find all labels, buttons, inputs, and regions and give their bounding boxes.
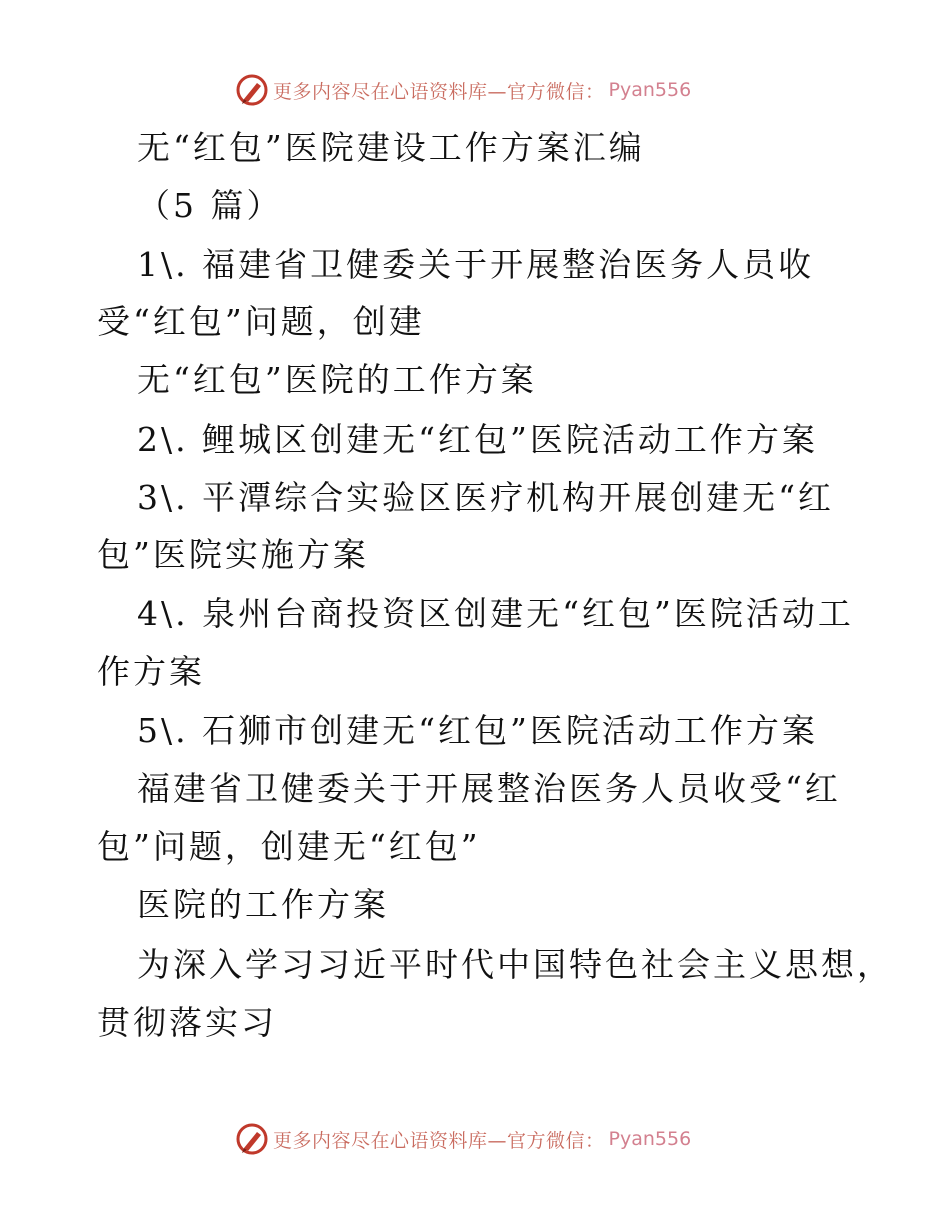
doc-line: 3\. 平潭综合实验区医疗机构开展创建无“红 [137,478,834,517]
doc-title: 无“红包”医院建设工作方案汇编 [137,128,645,167]
doc-subtitle: （5 篇） [137,186,283,225]
doc-line: 受“红包”问题，创建 [97,302,425,341]
watermark-brand: Pyan556 [608,1128,692,1150]
doc-line: 包”问题，创建无“红包” [97,827,481,866]
doc-line: 包”医院实施方案 [97,535,369,574]
doc-line: 福建省卫健委关于开展整治医务人员收受“红 [137,769,841,808]
footer-watermark [235,1122,691,1156]
doc-line: 贯彻落实习 [97,1003,277,1042]
doc-line: 2\. 鲤城区创建无“红包”医院活动工作方案 [137,420,818,459]
pen-logo-icon [235,73,269,107]
doc-line: 4\. 泉州台商投资区创建无“红包”医院活动工 [137,594,854,633]
doc-line: 5\. 石狮市创建无“红包”医院活动工作方案 [137,711,818,750]
doc-line: 为深入学习习近平时代中国特色社会主义思想， [137,945,893,984]
watermark-text: 更多内容尽在心语资料库—官方微信： [273,80,605,103]
doc-line: 作方案 [97,652,205,691]
doc-line: 医院的工作方案 [137,885,389,924]
watermark-text: 更多内容尽在心语资料库—官方微信： [273,1129,605,1152]
doc-line: 1\. 福建省卫健委关于开展整治医务人员收 [137,245,815,284]
pen-logo-icon [235,1122,269,1156]
watermark-brand: Pyan556 [608,79,692,101]
header-watermark [235,73,691,107]
doc-line: 无“红包”医院的工作方案 [137,360,537,399]
